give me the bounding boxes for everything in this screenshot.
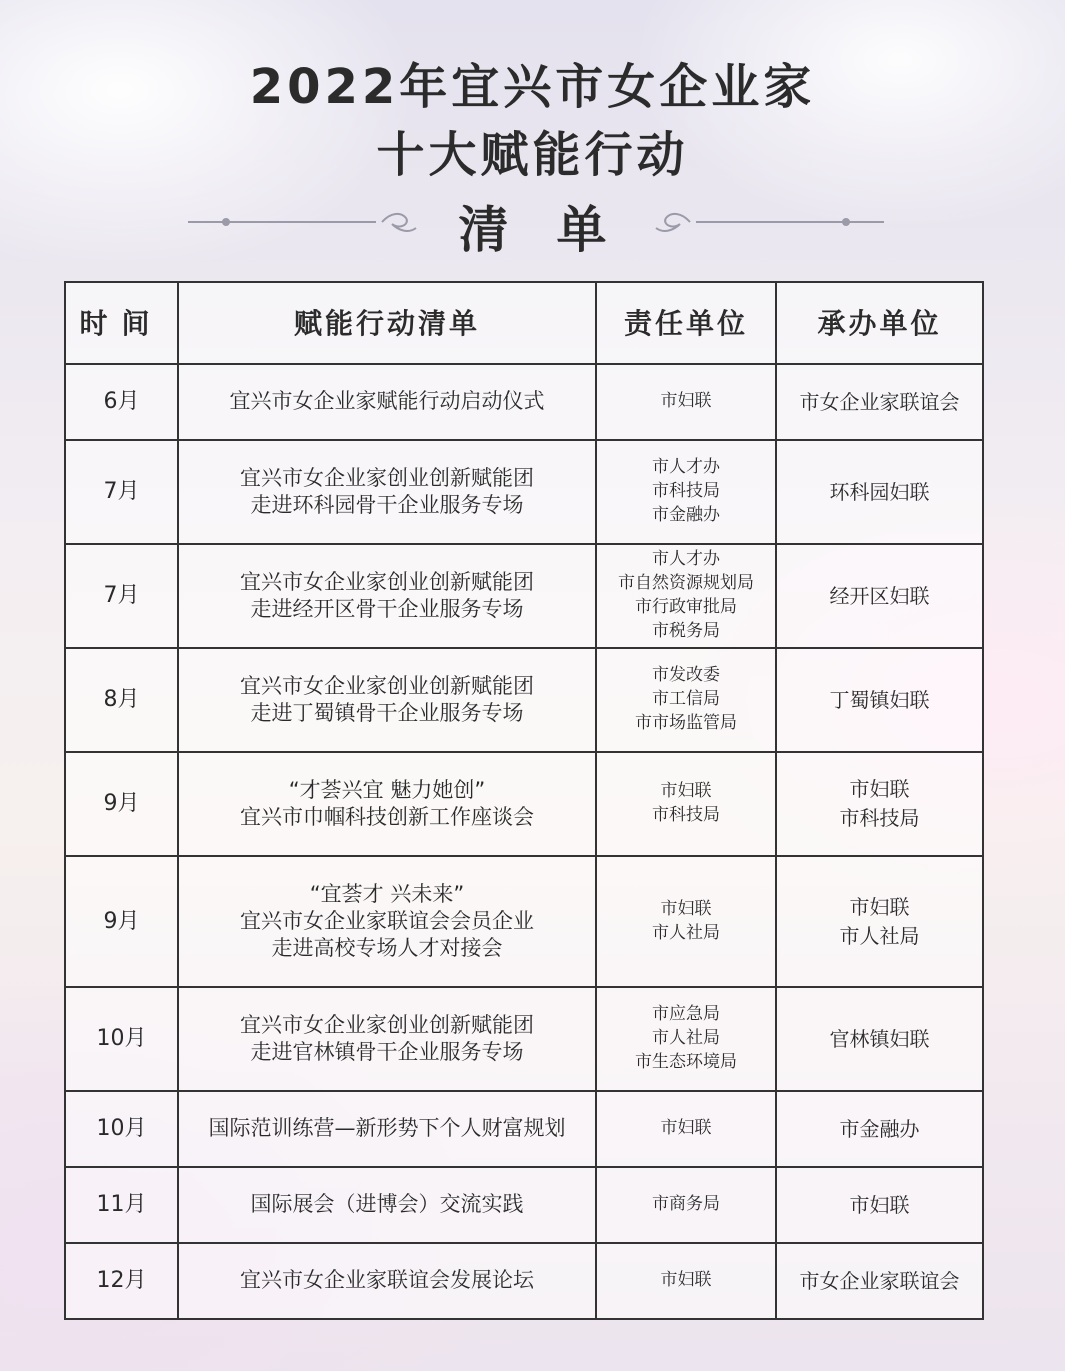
responsible-cell-line: 市妇联 <box>660 391 712 412</box>
activity-cell-line: 宜兴市女企业家创业创新赋能团 <box>240 1012 534 1037</box>
activity-cell-line: 国际展会（进博会）交流实践 <box>250 1192 524 1217</box>
responsible-cell <box>596 1243 776 1319</box>
activity-cell <box>178 1243 596 1319</box>
month-cell: 7月 <box>65 440 178 544</box>
activity-cell <box>178 1091 596 1167</box>
organizer-cell <box>776 1091 983 1167</box>
responsible-cell <box>596 1091 776 1167</box>
responsible-cell <box>596 648 776 752</box>
responsible-cell-line: 市妇联 <box>660 898 712 919</box>
activity-cell <box>178 752 596 856</box>
header-activity: 赋能行动清单 <box>178 282 596 364</box>
activity-cell-line: 宜兴市巾帼科技创新工作座谈会 <box>240 805 534 829</box>
responsible-cell-line: 市人才办 <box>652 549 720 570</box>
organizer-cell-line: 经开区妇联 <box>829 583 930 608</box>
organizer-cell-line: 环科园妇联 <box>829 479 930 504</box>
activity-cell <box>178 364 596 440</box>
responsible-cell <box>596 364 776 440</box>
month-cell: 8月 <box>65 648 178 752</box>
header-time: 时间 <box>65 282 178 364</box>
organizer-cell-line: 市女企业家联谊会 <box>799 389 960 414</box>
responsible-cell-line: 市金融办 <box>652 504 720 525</box>
header-organizer: 承办单位 <box>776 282 983 364</box>
organizer-cell <box>776 752 983 856</box>
responsible-cell-line: 市应急局 <box>652 1004 720 1025</box>
title-line-1: 2022年宜兴市女企业家 <box>249 59 816 115</box>
responsible-cell-line: 市科技局 <box>652 805 720 825</box>
responsible-cell-line: 市人社局 <box>652 922 720 943</box>
responsible-cell-line: 市行政审批局 <box>635 597 737 617</box>
table-row <box>65 440 983 544</box>
responsible-cell-line: 市税务局 <box>652 620 720 641</box>
responsible-cell-line: 市生态环境局 <box>635 1051 737 1072</box>
organizer-cell <box>776 648 983 752</box>
organizer-cell <box>776 364 983 440</box>
table-row <box>65 1091 983 1167</box>
month-cell: 12月 <box>65 1243 178 1319</box>
activity-cell-line: 宜兴市女企业家创业创新赋能团 <box>240 673 534 698</box>
responsible-cell <box>596 440 776 544</box>
activity-cell <box>178 1167 596 1243</box>
organizer-cell <box>776 544 983 648</box>
responsible-cell <box>596 856 776 987</box>
organizer-cell-line: 市金融办 <box>839 1116 920 1141</box>
organizer-cell <box>776 856 983 987</box>
right-ornament <box>654 208 886 238</box>
table-row <box>65 364 983 440</box>
month-cell: 10月 <box>65 987 178 1091</box>
activity-cell-line: 走进高校专场人才对接会 <box>271 936 503 961</box>
responsible-cell-line: 市妇联 <box>660 1118 712 1139</box>
responsible-cell <box>596 987 776 1091</box>
left-ornament <box>186 208 418 238</box>
table-row <box>65 1167 983 1243</box>
activity-cell-line: 国际范训练营—新形势下个人财富规划 <box>208 1116 566 1141</box>
header-responsible: 责任单位 <box>596 282 776 364</box>
organizer-cell <box>776 987 983 1091</box>
table-row <box>65 752 983 856</box>
responsible-cell-line: 市妇联 <box>660 1270 712 1291</box>
table-row <box>65 544 983 648</box>
activity-cell-line: 走进经开区骨干企业服务专场 <box>250 597 524 621</box>
responsible-cell-line: 市工信局 <box>652 689 720 710</box>
activity-cell <box>178 856 596 987</box>
organizer-cell-line: 官林镇妇联 <box>829 1026 930 1051</box>
responsible-cell <box>596 1167 776 1243</box>
responsible-cell-line: 市自然资源规划局 <box>618 573 754 594</box>
table-row <box>65 648 983 752</box>
month-cell: 6月 <box>65 364 178 440</box>
organizer-cell-line: 市科技局 <box>839 806 920 830</box>
activity-cell-line: “才荟兴宜 魅力她创” <box>288 777 486 802</box>
activity-cell-line: 宜兴市女企业家联谊会会员企业 <box>240 908 534 933</box>
title-line-2: 十大赋能行动 <box>376 127 689 183</box>
activity-cell-line: 宜兴市女企业家联谊会发展论坛 <box>240 1268 534 1293</box>
organizer-cell-line: 市妇联 <box>849 1192 910 1217</box>
responsible-cell <box>596 544 776 648</box>
table-row <box>65 856 983 987</box>
month-cell: 9月 <box>65 752 178 856</box>
organizer-cell <box>776 1243 983 1319</box>
responsible-cell-line: 市科技局 <box>652 481 720 502</box>
responsible-cell-line: 市市场监管局 <box>635 712 737 733</box>
month-cell: 7月 <box>65 544 178 648</box>
responsible-cell-line: 市妇联 <box>660 781 712 802</box>
organizer-cell-line: 市妇联 <box>849 777 910 801</box>
activity-cell-line: 走进官林镇骨干企业服务专场 <box>250 1040 524 1064</box>
activity-cell <box>178 440 596 544</box>
activity-cell <box>178 648 596 752</box>
responsible-cell-line: 市商务局 <box>652 1194 720 1215</box>
responsible-cell <box>596 752 776 856</box>
organizer-cell-line: 市女企业家联谊会 <box>799 1268 960 1293</box>
month-cell: 11月 <box>65 1167 178 1243</box>
organizer-cell <box>776 1167 983 1243</box>
organizer-cell-line: 市妇联 <box>849 894 910 919</box>
organizer-cell <box>776 440 983 544</box>
activity-cell <box>178 544 596 648</box>
table-row <box>65 987 983 1091</box>
organizer-cell-line: 丁蜀镇妇联 <box>829 687 930 712</box>
activity-cell-line: “宜荟才 兴未来” <box>309 881 465 906</box>
activity-cell-line: 走进丁蜀镇骨干企业服务专场 <box>250 701 524 725</box>
activity-cell-line: 宜兴市女企业家赋能行动启动仪式 <box>229 389 545 414</box>
organizer-cell-line: 市人社局 <box>839 923 920 948</box>
title-line-3: 清单 <box>458 200 655 259</box>
activity-cell-line: 走进环科园骨干企业服务专场 <box>250 493 524 517</box>
month-cell: 9月 <box>65 856 178 987</box>
table-header-row <box>65 282 983 364</box>
responsible-cell-line: 市人社局 <box>652 1028 720 1049</box>
activity-cell <box>178 987 596 1091</box>
table-row <box>65 1243 983 1319</box>
responsible-cell-line: 市人才办 <box>652 457 720 478</box>
month-cell: 10月 <box>65 1091 178 1167</box>
activity-cell-line: 宜兴市女企业家创业创新赋能团 <box>240 569 534 594</box>
responsible-cell-line: 市发改委 <box>652 665 720 686</box>
activity-cell-line: 宜兴市女企业家创业创新赋能团 <box>240 465 534 490</box>
action-list-table <box>64 281 984 1320</box>
